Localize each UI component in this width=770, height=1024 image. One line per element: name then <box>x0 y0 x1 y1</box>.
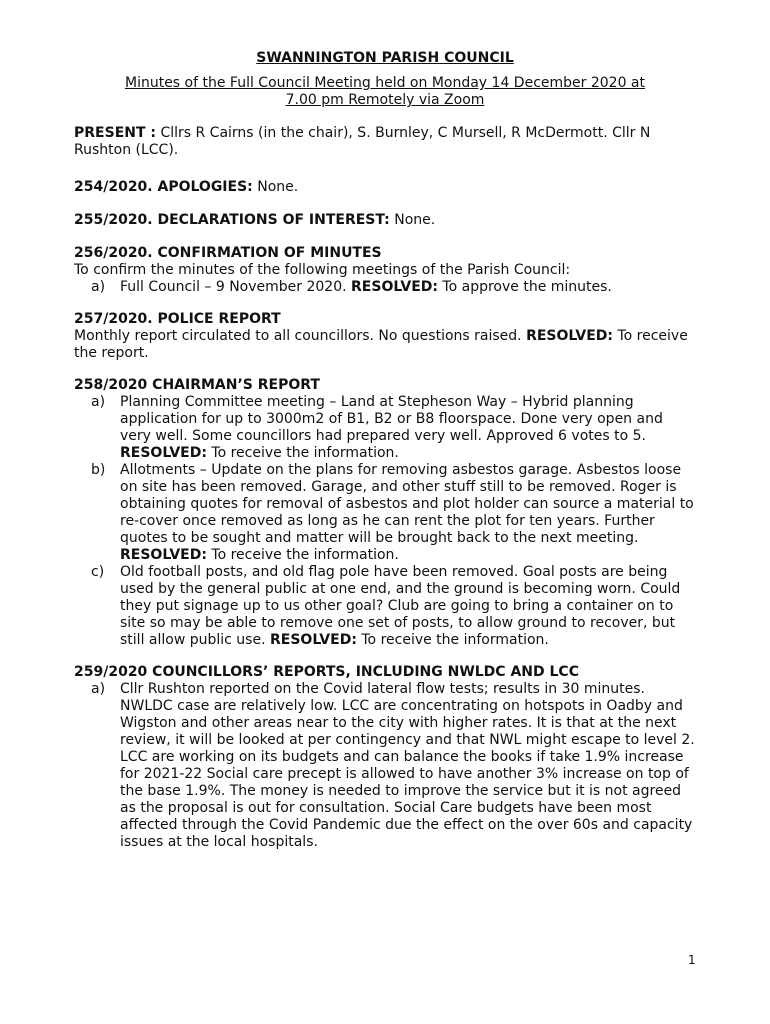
present-label: PRESENT : <box>74 125 156 141</box>
resolved-label: RESOLVED: <box>120 445 207 461</box>
councillors-section <box>74 664 696 851</box>
subtitle-line-2: 7.00 pm Remotely via Zoom <box>285 92 485 108</box>
resolved-label: RESOLVED: <box>526 328 614 344</box>
list-item-text: Full Council – 9 November 2020. <box>120 279 352 295</box>
document-subtitle <box>74 75 696 109</box>
list-marker: b) <box>91 462 106 478</box>
resolved-text: To receive the report. <box>74 328 688 361</box>
present-text: Cllrs R Cairns (in the chair), S. Burnley, C Mursell, R McDermott. Cllr N Rushton (LCC). <box>74 125 651 158</box>
declarations-text: None. <box>389 212 436 228</box>
list-marker: a) <box>91 279 106 295</box>
list-item <box>74 681 696 851</box>
police-text: Monthly report circulated to all councillors. No questions raised. <box>74 328 527 344</box>
document-title: SWANNINGTON PARISH COUNCIL <box>256 50 514 66</box>
resolved-label: RESOLVED: <box>269 632 357 648</box>
chairman-section <box>74 377 696 649</box>
apologies-text: None. <box>252 179 299 195</box>
resolved-text: To approve the minutes. <box>437 279 612 295</box>
police-heading: 257/2020. POLICE REPORT <box>74 311 281 327</box>
confirmation-list <box>74 279 696 296</box>
confirmation-intro: To confirm the minutes of the following meetings of the Parish Council: <box>74 262 571 278</box>
chairman-heading: 258/2020 CHAIRMAN’S REPORT <box>74 377 320 393</box>
apologies-section <box>74 179 696 196</box>
resolved-label: RESOLVED: <box>120 547 207 563</box>
declarations-section <box>74 212 696 229</box>
list-marker: a) <box>91 681 106 697</box>
list-item-text: Planning Committee meeting – Land at Stepheson Way – Hybrid planning application for up to 3000m2 of B1, B2 or B8 floorspace. Done very open and very well. Some councillors had prepared very well. Approved 6 votes to 5. <box>120 394 663 444</box>
declarations-heading: 255/2020. DECLARATIONS OF INTEREST: <box>74 212 390 228</box>
police-body <box>74 328 696 362</box>
police-section <box>74 311 696 362</box>
list-item <box>74 564 696 649</box>
list-marker: a) <box>91 394 106 410</box>
list-item <box>74 279 696 296</box>
present-section <box>74 125 696 159</box>
list-item <box>74 462 696 564</box>
councillors-list <box>74 681 696 851</box>
page-number: 1 <box>688 953 696 967</box>
list-item-text: Old football posts, and old flag pole have been removed. Goal posts are being used by the general public at one end, and the ground is becoming worn. Could they put signage up to us other goal? Club are going to bring a container on to site so may be able to remove one set of posts, to allow ground to recover, but still allow public use. <box>120 564 681 648</box>
resolved-text: To receive the information. <box>356 632 549 648</box>
apologies-heading: 254/2020. APOLOGIES: <box>74 179 253 195</box>
resolved-label: RESOLVED: <box>351 279 438 295</box>
resolved-text: To receive the information. <box>206 547 399 563</box>
list-marker: c) <box>91 564 105 580</box>
minutes-document <box>74 50 696 851</box>
list-item-text: Allotments – Update on the plans for removing asbestos garage. Asbestos loose on site has been removed. Garage, and other stuff still to be removed. Roger is obtaining quotes for removal of asbestos and plot holder can source a material to re-cover once removed as long as he can rent the plot for ten years. Further quotes to be sought and matter will be brought back to the next meeting. <box>120 462 694 546</box>
confirmation-heading: 256/2020. CONFIRMATION OF MINUTES <box>74 245 382 261</box>
resolved-text: To receive the information. <box>206 445 399 461</box>
list-item-text: LCC are working on its budgets and can balance the books if take 1.9% increase for 2021-22 Social care precept is allowed to have another 3% increase on top of the base 1.9%. The money is needed to improve the service but it is not agreed as the proposal is out for consultation. Social Care budgets have been most affected through the Covid Pandemic due the effect on the over 60s and capacity issues at the local hospitals. <box>120 749 693 850</box>
subtitle-line-1: Minutes of the Full Council Meeting held on Monday 14 December 2020 at <box>124 75 645 91</box>
councillors-heading: 259/2020 COUNCILLORS’ REPORTS, INCLUDING NWLDC AND LCC <box>74 664 579 680</box>
list-item <box>74 394 696 462</box>
chairman-list <box>74 394 696 649</box>
list-item-text: Cllr Rushton reported on the Covid lateral flow tests; results in 30 minutes. NWLDC case are relatively low. LCC are concentrating on hotspots in Oadby and Wigston and other areas near to the city with higher rates. It is that at the next review, it will be looked at per contingency and that NWL might escape to level 2. <box>120 681 695 748</box>
confirmation-section <box>74 245 696 296</box>
